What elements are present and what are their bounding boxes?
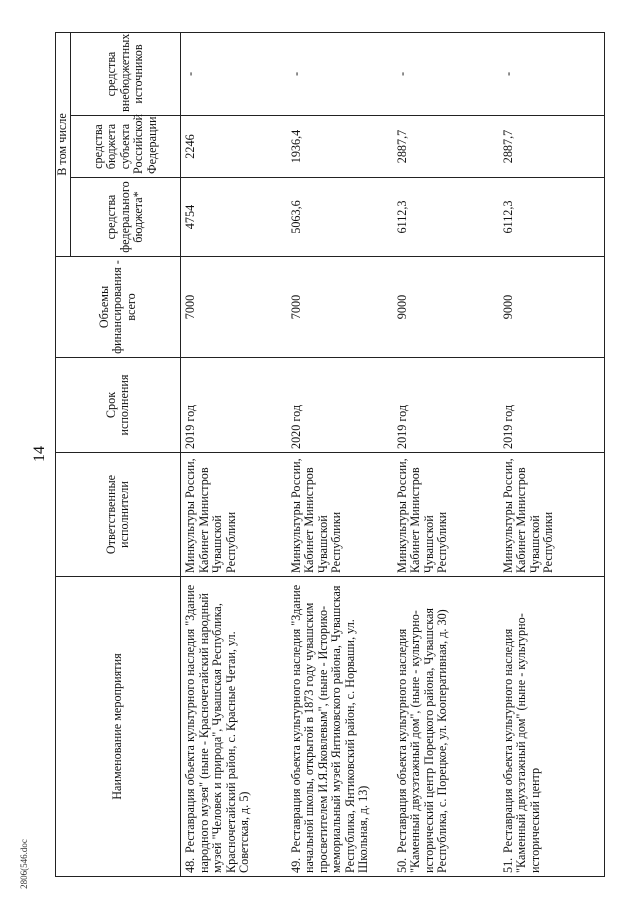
cell-name	[287, 577, 393, 877]
rotated-table-container	[55, 33, 607, 877]
cell-extra: -	[287, 33, 393, 116]
header-federal: средства федерального бюджета*	[71, 178, 181, 257]
cell-deadline: 2019 год	[181, 358, 287, 453]
page-number: 14	[31, 446, 48, 462]
cell-total: 9000	[499, 257, 605, 358]
table-row	[181, 33, 287, 877]
cell-executors: Минкультуры России, Кабинет Министров Чувашской Республики	[181, 453, 287, 577]
cell-name	[499, 577, 605, 877]
cell-federal: 6112,3	[393, 178, 499, 257]
cell-deadline: 2019 год	[499, 358, 605, 453]
row-name-text: Реставрация объекта культурного наследия "Здание народного музея" (ныне - Красночетайский народный музей "Человек и природа", Чувашская Республика, Красночетайский район, с. Красные Четаи, ул. Советская, д. 5)	[183, 584, 251, 873]
cell-total: 7000	[287, 257, 393, 358]
cell-federal: 5063,6	[287, 178, 393, 257]
header-executors: Ответственные исполнители	[56, 453, 181, 577]
row-number: 49.	[288, 857, 303, 873]
table-row	[287, 33, 393, 877]
header-volume: Объемы финансирования - всего	[56, 257, 181, 358]
cell-extra: -	[181, 33, 287, 116]
footer-file-code: 2806(546.doc	[19, 839, 29, 889]
row-number: 48.	[183, 857, 197, 873]
cell-executors: Минкультуры России, Кабинет Министров Чувашской Республики	[287, 453, 393, 577]
cell-executors: Минкультуры России, Кабинет Министров Чувашской Республики	[393, 453, 499, 577]
row-name-text: Реставрация объекта культурного наследия "Здание начальной школы, открытой в 1873 году чувашским просветителем И.Я.Яковлевым", (ныне - Историко-мемориальный музей Янтиковского района, Чувашская Республика, Янтиковский район, с. Норваши, ул. Школьная, д. 13)	[288, 584, 370, 873]
table-row	[499, 33, 605, 877]
cell-total: 7000	[181, 257, 287, 358]
cell-name	[181, 577, 287, 877]
financing-table	[55, 32, 605, 877]
table-row	[393, 33, 499, 877]
cell-federal: 6112,3	[499, 178, 605, 257]
header-name: Наименование мероприятия	[56, 577, 181, 877]
cell-regional: 2887,7	[393, 116, 499, 178]
row-name-text: Реставрация объекта культурного наследия "Каменный двухэтажный дом", (ныне - культурно-исторический центр Порецкого района, Чувашская Республика, с. Порецкое, ул. Кооперативная, д. 30)	[394, 608, 449, 873]
cell-executors: Минкультуры России, Кабинет Министров Чувашской Республики	[499, 453, 605, 577]
cell-deadline: 2020 год	[287, 358, 393, 453]
row-number: 50.	[394, 857, 409, 873]
cell-extra: -	[393, 33, 499, 116]
header-deadline: Срок исполнения	[56, 358, 181, 453]
header-regional: средства бюджета субъекта Российской Федерации	[71, 116, 181, 178]
cell-regional: 2246	[181, 116, 287, 178]
cell-federal: 4754	[181, 178, 287, 257]
cell-total: 9000	[393, 257, 499, 358]
cell-regional: 1936,4	[287, 116, 393, 178]
row-name-text: Реставрация объекта культурного наследия "Каменный двухэтажный дом" (ныне - культурно-исторический центр	[500, 613, 542, 873]
header-including: В том числе	[56, 33, 71, 257]
header-extra: средства внебюджетных источников	[71, 33, 181, 116]
cell-deadline: 2019 год	[393, 358, 499, 453]
cell-name	[393, 577, 499, 877]
row-number: 51.	[500, 857, 515, 873]
cell-regional: 2887,7	[499, 116, 605, 178]
cell-extra: -	[499, 33, 605, 116]
